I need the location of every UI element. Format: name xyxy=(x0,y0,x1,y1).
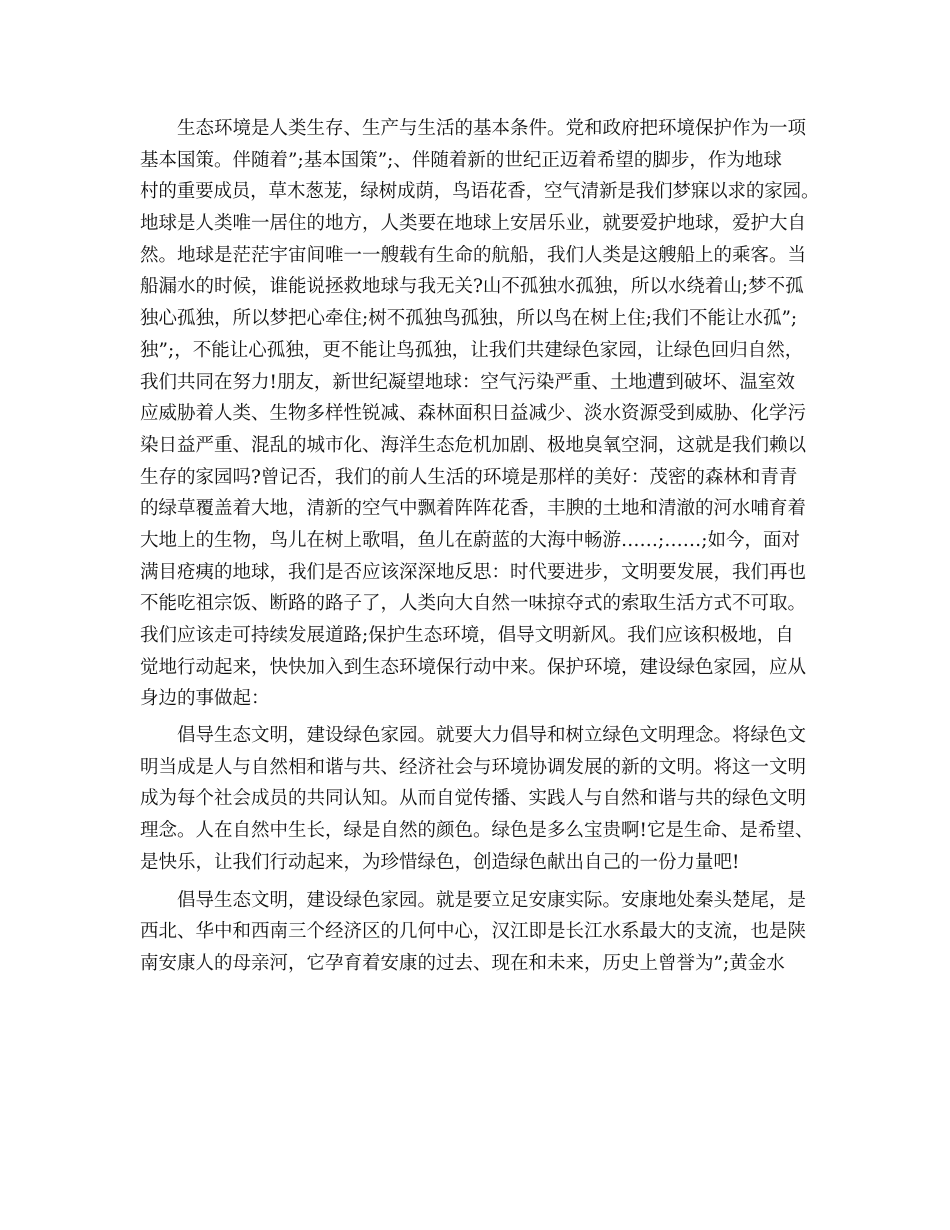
text-line: 满目疮痍的地球，我们是否应该深深地反思：时代要进步，文明要发展，我们再也 xyxy=(140,561,807,583)
paragraph xyxy=(140,885,820,980)
text-line: 生存的家园吗?曾记否，我们的前人生活的环境是那样的美好：茂密的森林和青青 xyxy=(140,466,798,488)
text-line: 地球是人类唯一居住的地方，人类要在地球上安居乐业，就要爱护地球，爱护大自 xyxy=(140,213,807,235)
text-line: 倡导生态文明，建设绿色家园。就要大力倡导和树立绿色文明理念。将绿色文 xyxy=(177,725,807,747)
text-line: 是快乐，让我们行动起来，为珍惜绿色，创造绿色献出自己的一份力量吧! xyxy=(140,851,740,873)
text-line: 大地上的生物，鸟儿在树上歌唱，鱼儿在蔚蓝的大海中畅游……;……;如今，面对 xyxy=(140,529,800,551)
text-line: 染日益严重、混乱的城市化、海洋生态危机加剧、极地臭氧空洞，这就是我们赖以 xyxy=(140,434,807,456)
text-line: 的绿草覆盖着大地，清新的空气中飘着阵阵花香，丰腴的土地和清澈的河水哺育着 xyxy=(140,498,807,520)
text-line: 我们应该走可持续发展道路;保护生态环境，倡导文明新风。我们应该积极地，自 xyxy=(140,625,794,646)
text-line: 应威胁着人类、生物多样性锐减、森林面积日益减少、淡水资源受到威胁、化学污 xyxy=(140,403,807,425)
text-line: 身边的事做起： xyxy=(140,688,270,710)
text-line: 船漏水的时候，谁能说拯救地球与我无关?山不孤独水孤独，所以水绕着山;梦不孤 xyxy=(140,276,804,298)
text-line: 生态环境是人类生存、生产与生活的基本条件。党和政府把环境保护作为一项 xyxy=(177,118,807,139)
document-body xyxy=(140,113,820,980)
text-line: 基本国策。伴随着”;基本国策”;、伴随着新的世纪正迈着希望的脚步，作为地球 xyxy=(140,149,782,171)
text-line: 南安康人的母亲河，它孕育着安康的过去、现在和未来，历史上曾誉为”;黄金水 xyxy=(140,952,785,974)
text-line: 我们共同在努力!朋友，新世纪凝望地球：空气污染严重、土地遭到破坏、温室效 xyxy=(140,371,795,393)
text-line: 不能吃祖宗饭、断路的路子了，人类向大自然一味掠夺式的索取生活方式不可取。 xyxy=(140,593,807,615)
text-line: 村的重要成员，草木葱茏，绿树成荫，鸟语花香，空气清新是我们梦寐以求的家园。 xyxy=(140,181,820,203)
text-line: 理念。人在自然中生长，绿是自然的颜色。绿色是多么宝贵啊!它是生命、是希望、 xyxy=(140,820,814,842)
paragraph xyxy=(140,720,820,878)
text-line: 成为每个社会成员的共同认知。从而自觉传播、实践人与自然和谐与共的绿色文明 xyxy=(140,788,807,810)
text-line: 觉地行动起来，快快加入到生态环境保行动中来。保护环境，建设绿色家园，应从 xyxy=(140,656,807,678)
text-line: 独”;，不能让心孤独，更不能让鸟孤独，让我们共建绿色家园，让绿色回归自然， xyxy=(140,339,804,361)
text-line: 西北、华中和西南三个经济区的几何中心，汉江即是长江水系最大的支流，也是陕 xyxy=(140,921,807,943)
text-line: 独心孤独，所以梦把心牵住;树不孤独鸟孤独，所以鸟在树上住;我们不能让水孤”; xyxy=(140,308,798,330)
text-line: 明当成是人与自然相和谐与共、经济社会与环境协调发展的新的文明。将这一文明 xyxy=(140,756,807,778)
paragraph xyxy=(140,113,820,715)
text-line: 然。地球是茫茫宇宙间唯一一艘载有生命的航船，我们人类是这艘船上的乘客。当 xyxy=(140,244,807,266)
text-line: 倡导生态文明，建设绿色家园。就是要立足安康实际。安康地处秦头楚尾，是 xyxy=(177,889,807,911)
